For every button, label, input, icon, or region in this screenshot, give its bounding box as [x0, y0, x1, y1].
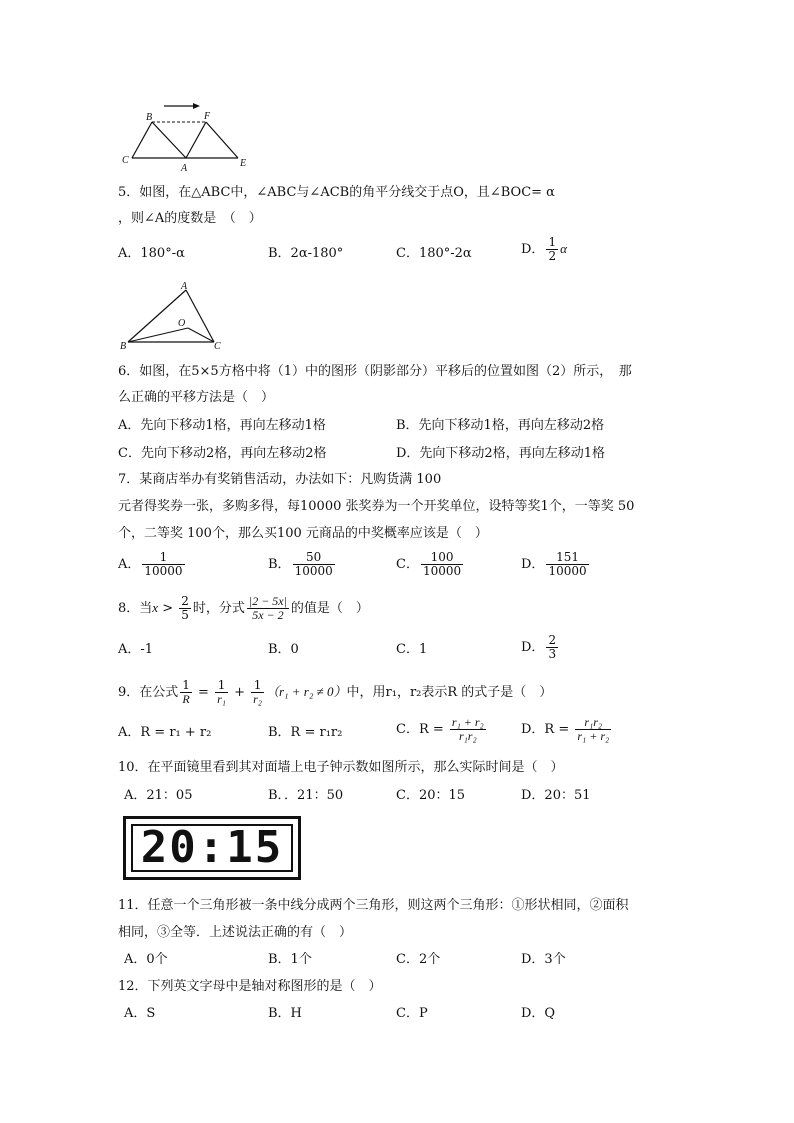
q6-option-a[interactable]: A．先向下移动1格，再向左移动1格	[118, 418, 326, 433]
q9-option-a[interactable]: A．R = r₁ + r₂	[118, 725, 212, 740]
translation-figure	[118, 100, 258, 172]
q7-option-b[interactable]: B． $\frac{50}{10000}$	[268, 550, 333, 578]
q12-option-c[interactable]: C．P	[396, 1006, 428, 1021]
q10-option-d[interactable]: D．20：51	[521, 788, 591, 803]
q9-option-c[interactable]: C．R = $\frac{\text{r₁ + r₂}}{\text{r₁r₂}}$	[396, 715, 484, 743]
q8-option-d[interactable]: D． $\frac{2}{3}$	[521, 633, 557, 661]
q5-option-a[interactable]: A．180°-α	[118, 246, 185, 261]
q11-option-d[interactable]: D．3个	[521, 952, 566, 967]
q12-option-a[interactable]: A．S	[124, 1006, 156, 1021]
arrow-head	[193, 103, 200, 109]
q6-option-d[interactable]: D．先向下移动2格，再向左移动1格	[396, 446, 605, 461]
label-A: A	[181, 281, 188, 292]
q8-option-b[interactable]: B．0	[268, 642, 299, 657]
label-F: F	[204, 111, 211, 122]
q11-option-c[interactable]: C．2个	[396, 952, 441, 967]
q5-d-fraction: $\frac{1}{2}$	[548, 235, 557, 263]
q10-option-a[interactable]: A．21：05	[124, 788, 193, 803]
label-C: C	[214, 341, 221, 352]
q5-stem-line2: ，则∠A的度数是 （ ）	[118, 211, 262, 226]
q12-option-d[interactable]: D．Q	[521, 1006, 556, 1021]
label-E: E	[240, 158, 247, 169]
q10-stem: 10．在平面镜里看到其对面墙上电子钟示数如图所示，那么实际时间是（ ）	[118, 760, 564, 775]
q8-stem: 8．当x > $\frac{2}{5}$ 时，分式 $\frac{|2 - 5x|}{5x - 2}$ 的值是（ ）	[118, 594, 369, 622]
q7-stem-line1: 7．某商店举办有奖销售活动，办法如下：凡购货满 100	[118, 472, 442, 487]
q6-stem-line1: 6．如图，在5×5方格中将（1）中的图形（阴影部分）平移后的位置如图（2）所示， 那	[118, 364, 632, 379]
q7-stem-line2: 元者得奖券一张，多购多得，每10000 张奖券为一个开奖单位，设特等奖1个，一等奖 50	[118, 499, 635, 514]
label-B: B	[146, 112, 153, 123]
q10-option-b[interactable]: B．．21：50	[268, 788, 344, 803]
digital-clock-image	[123, 816, 301, 880]
q11-stem-line2: 相同，③全等．上述说法正确的有（ ）	[118, 925, 353, 940]
q12-option-b[interactable]: B．H	[268, 1006, 302, 1021]
label-B: B	[120, 341, 127, 352]
q7-stem-line3: 个，二等奖 100个，那么买100 元商品的中奖概率应该是（ ）	[118, 526, 488, 541]
q8-option-c[interactable]: C．1	[396, 642, 428, 657]
label-C: C	[122, 155, 129, 166]
q8-option-a[interactable]: A．-1	[118, 642, 154, 657]
q12-stem: 12．下列英文字母中是轴对称图形的是（ ）	[118, 979, 382, 994]
q7-option-a[interactable]: A． $\frac{1}{10000}$	[118, 550, 183, 578]
label-A: A	[181, 163, 188, 172]
q9-option-b[interactable]: B．R = r₁r₂	[268, 725, 343, 740]
q5-stem-line1: 5．如图，在△ABC中，∠ABC与∠ACB的角平分线交于点O，且∠BOC= α	[118, 185, 555, 200]
q7-option-c[interactable]: C． $\frac{100}{10000}$	[396, 550, 462, 578]
q6-option-b[interactable]: B．先向下移动1格，再向左移动2格	[396, 418, 605, 433]
q5-triangle-figure	[118, 280, 228, 352]
q5-option-d[interactable]: D． $\frac{1}{2}$ α	[521, 235, 567, 263]
q11-stem-line1: 11．任意一个三角形被一条中线分成两个三角形，则这两个三角形：①形状相同，②面积	[118, 898, 629, 913]
q7-option-d[interactable]: D． $\frac{151}{10000}$	[521, 550, 587, 578]
q5-option-b[interactable]: B．2α-180°	[268, 246, 344, 261]
q11-option-b[interactable]: B．1个	[268, 952, 312, 967]
q5-option-c[interactable]: C．180°-2α	[396, 246, 472, 261]
q6-option-c[interactable]: C．先向下移动2格，再向左移动2格	[118, 446, 327, 461]
q10-option-c[interactable]: C．20：15	[396, 788, 466, 803]
q9-stem: 9．在公式 $\frac{1}{R}$ = $\frac{1}{\text{r₁}}$ + $\frac{1}{\text{r₂}}$ （r₁ + r₂ ≠ 0）中，用r₁，r₂表示R 的式子是（ ）	[118, 678, 553, 706]
q6-stem-line2: 么正确的平移方法是（ ）	[118, 390, 275, 405]
q9-option-d[interactable]: D．R = $\frac{\text{r₁r₂}}{\text{r₁ + r₂}}$	[521, 715, 610, 743]
clock-display: 20:15	[140, 822, 284, 873]
q11-option-a[interactable]: A．0个	[124, 952, 168, 967]
label-O: O	[178, 318, 186, 329]
